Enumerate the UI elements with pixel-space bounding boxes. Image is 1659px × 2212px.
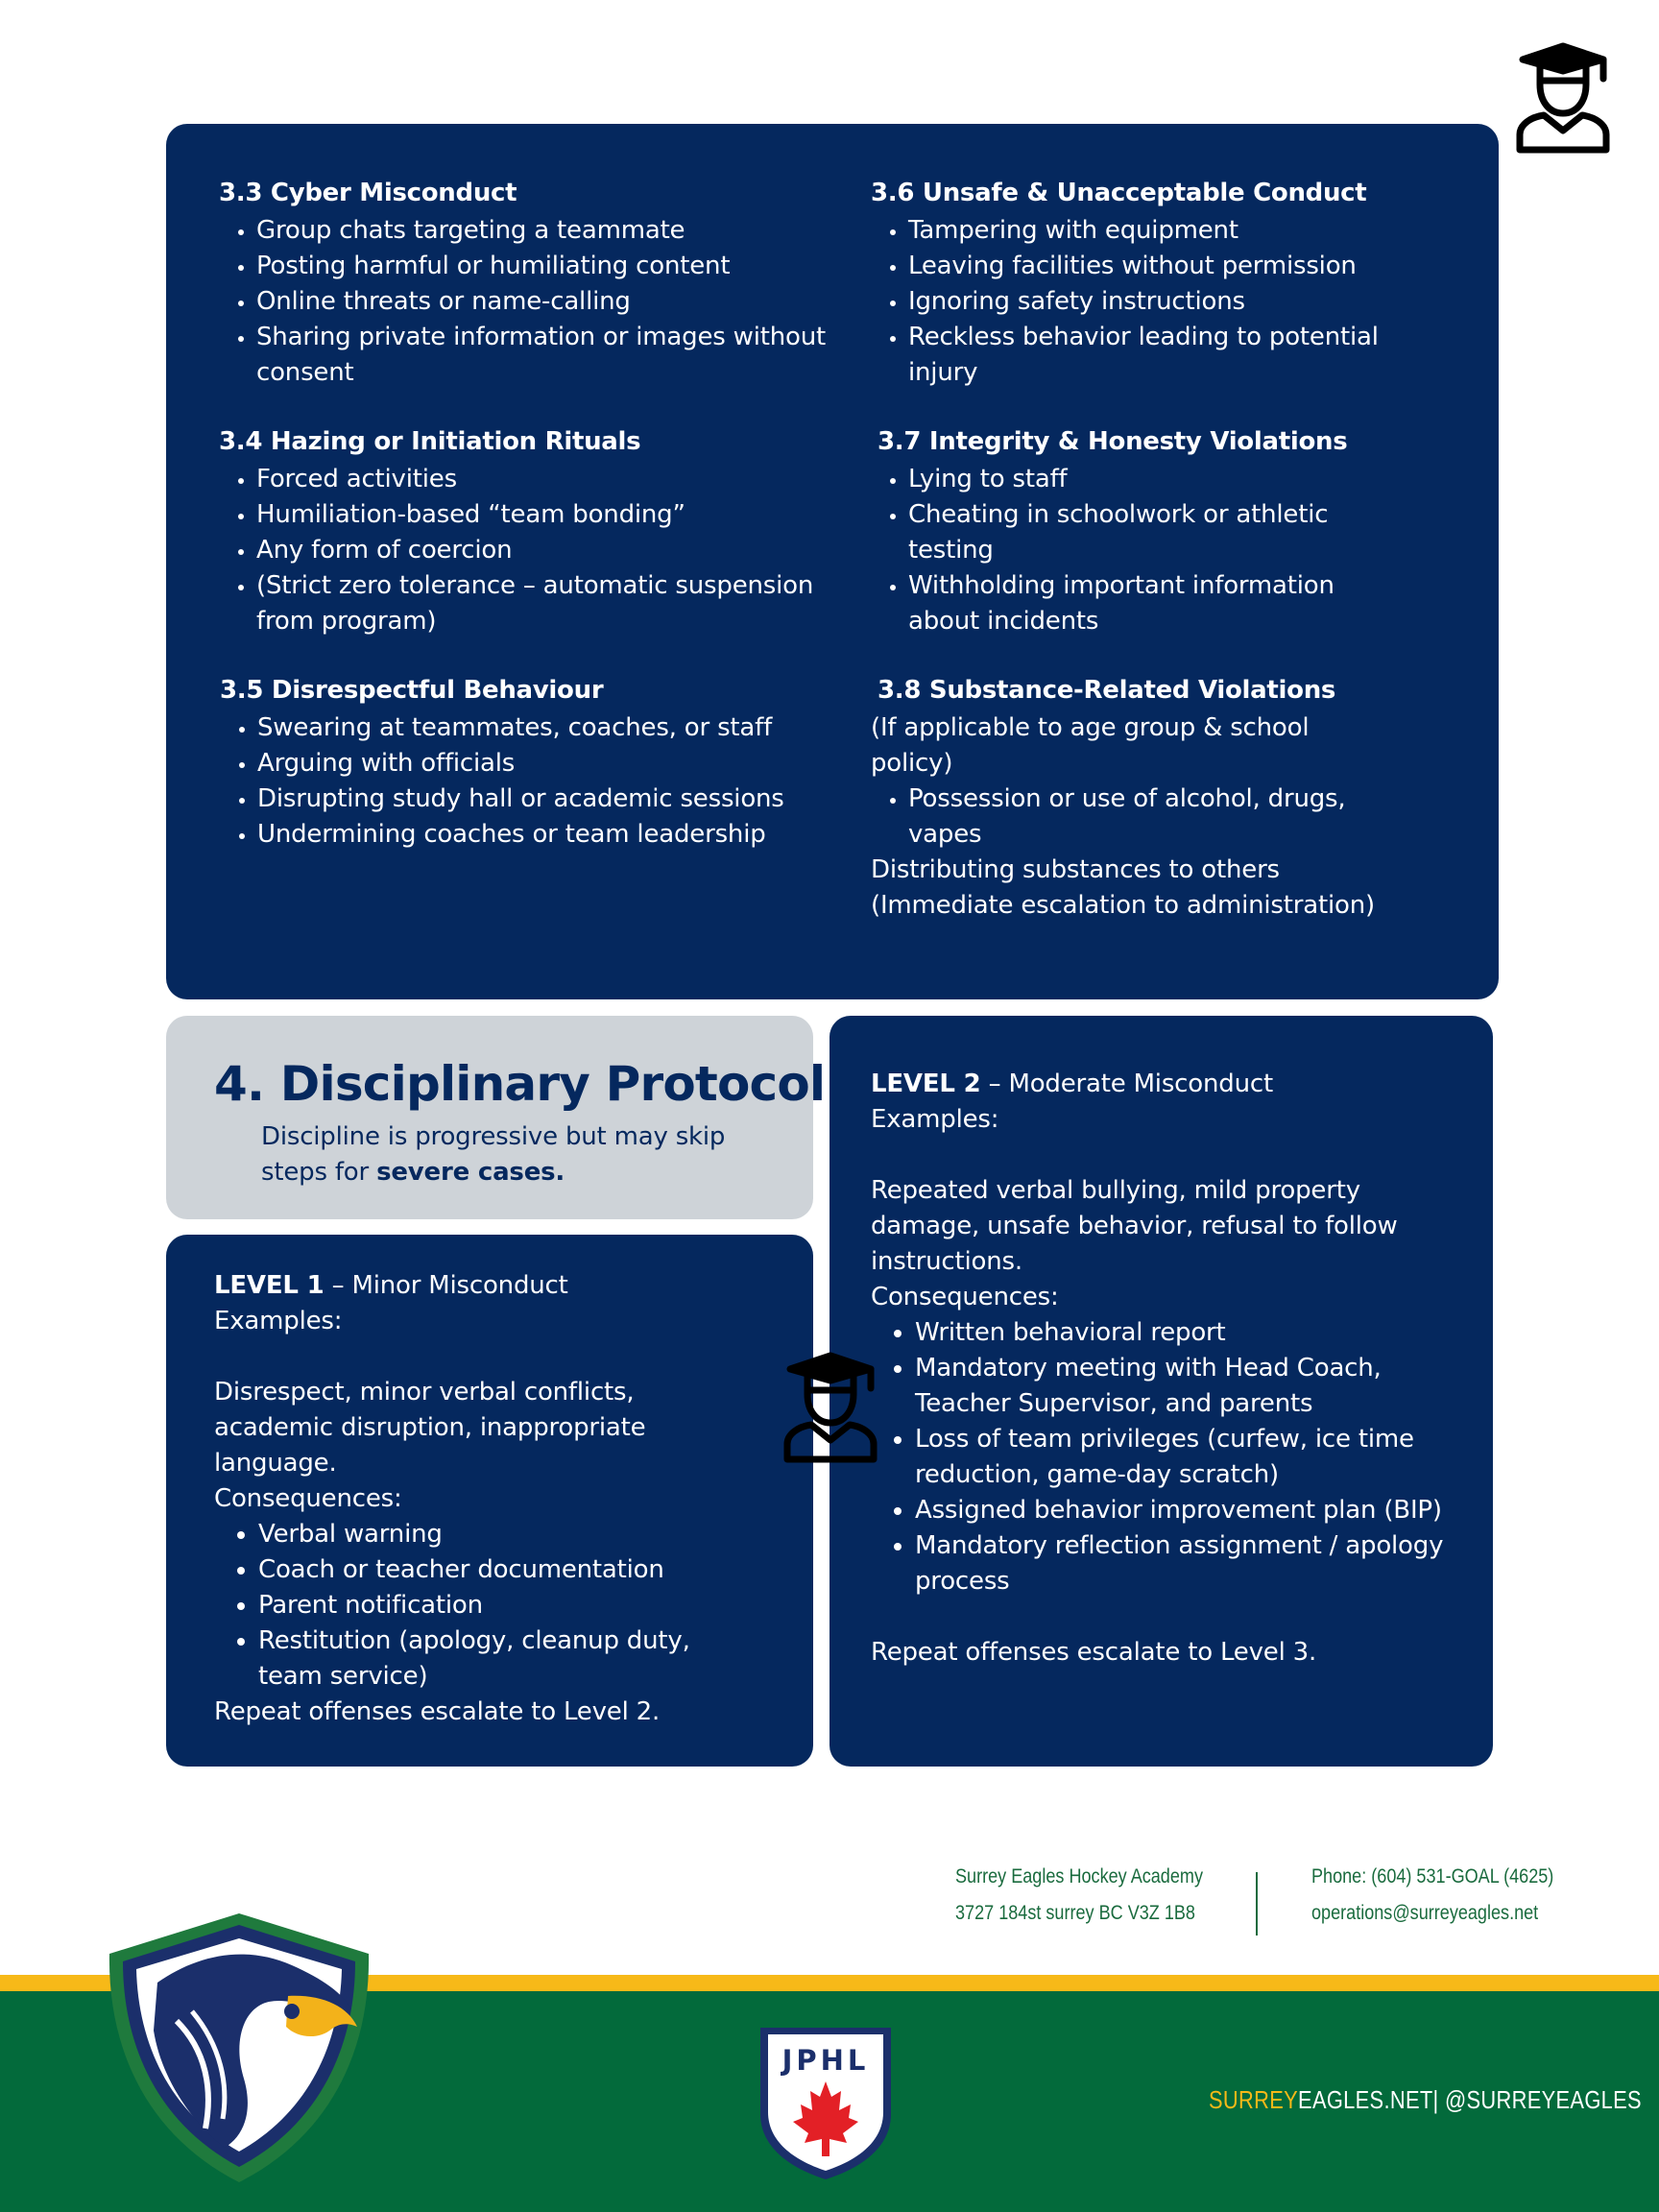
website-handle — [1209, 2085, 1642, 2115]
section-title: 3.4 Hazing or Initiation Rituals — [219, 427, 641, 456]
jphl-logo — [755, 2022, 897, 2183]
org-name: Surrey Eagles Hockey Academy — [955, 1865, 1203, 1887]
consequences-label: Consequences: — [871, 1283, 1059, 1311]
misconduct-panel — [166, 124, 1499, 999]
section-3-8 — [871, 673, 1447, 924]
contact-divider — [1256, 1872, 1258, 1936]
section-list — [871, 781, 1407, 853]
section-3-7 — [878, 424, 1377, 639]
contact-phone-block — [1311, 1859, 1553, 1932]
section-outro: (Immediate escalation to administration) — [871, 891, 1375, 920]
section-intro: (If applicable to age group & school policy) — [871, 713, 1310, 778]
list-item: • Assigned behavior improvement plan (BIP) — [915, 1493, 1447, 1528]
list-item: • Swearing at teammates, coaches, or staff — [257, 710, 834, 746]
protocol-description-text: Discipline is progressive but may skip steps for — [261, 1122, 726, 1187]
escalation-text: Repeat offenses escalate to Level 2. — [214, 1697, 661, 1726]
list-item: • Sharing private information or images without consent — [256, 320, 833, 391]
list-item: • Mandatory reflection assignment / apology process — [915, 1528, 1447, 1599]
level-heading — [214, 1268, 752, 1304]
list-item: • Restitution (apology, cleanup duty, team service) — [258, 1623, 719, 1695]
list-item: • Ignoring safety instructions — [908, 284, 1447, 320]
list-item: • Undermining coaches or team leadership — [257, 817, 834, 853]
list-item: • Written behavioral report — [915, 1315, 1447, 1351]
website-part-yellow[interactable]: SURREY — [1209, 2085, 1299, 2114]
page-title: 4. Disciplinary Protocol — [214, 1056, 826, 1112]
contact-address-block — [955, 1859, 1203, 1932]
section-3-6 — [871, 176, 1447, 391]
level-label: LEVEL 1 — [214, 1271, 325, 1300]
list-item: • Leaving facilities without permission — [908, 249, 1447, 284]
list-item: • Coach or teacher documentation — [258, 1552, 752, 1588]
level-1-panel — [166, 1235, 813, 1767]
list-item: • Group chats targeting a teammate — [256, 213, 833, 249]
section-title: 3.8 Substance-Related Violations — [878, 676, 1336, 705]
section-list — [871, 213, 1447, 391]
level-label: LEVEL 2 — [871, 1070, 981, 1098]
level-heading — [871, 1067, 1447, 1102]
list-item: • Parent notification — [258, 1588, 752, 1623]
examples-label: Examples: — [214, 1307, 343, 1335]
section-title: 3.3 Cyber Misconduct — [219, 179, 517, 207]
section-title: 3.7 Integrity & Honesty Violations — [878, 427, 1348, 456]
level-1-content — [214, 1268, 752, 1730]
section-3-3 — [219, 176, 833, 391]
list-item: • Tampering with equipment — [908, 213, 1447, 249]
list-item: • Arguing with officials — [257, 746, 834, 781]
section-title: 3.5 Disrespectful Behaviour — [220, 676, 604, 705]
section-outro: Distributing substances to others — [871, 855, 1280, 884]
list-item: • Reckless behavior leading to potential injury — [908, 320, 1447, 391]
list-item: • Any form of coercion — [256, 533, 833, 568]
protocol-title-panel — [166, 1016, 826, 1219]
examples-text: Repeated verbal bullying, mild property damage, unsafe behavior, refusal to follow instructions. — [871, 1176, 1398, 1276]
level-name: – Moderate Misconduct — [980, 1070, 1273, 1098]
list-item: • Loss of team privileges (curfew, ice time reduction, game-day scratch) — [915, 1422, 1447, 1493]
list-item: • Possession or use of alcohol, drugs, vapes — [908, 781, 1407, 853]
list-item: • Posting harmful or humiliating content — [256, 249, 833, 284]
list-item: • Cheating in schoolwork or athletic testing — [908, 497, 1377, 568]
list-item: • Withholding important information about incidents — [908, 568, 1377, 639]
website-part-white[interactable]: EAGLES.NET — [1298, 2085, 1433, 2114]
examples-text: Disrespect, minor verbal conflicts, academic disruption, inappropriate language. — [214, 1378, 646, 1478]
escalation-text: Repeat offenses escalate to Level 3. — [871, 1638, 1317, 1667]
list-item: • Forced activities — [256, 462, 833, 497]
section-list — [878, 462, 1377, 639]
level-2-content — [871, 1067, 1447, 1671]
list-item: • Humiliation-based “team bonding” — [256, 497, 833, 533]
level-name: – Minor Misconduct — [324, 1271, 568, 1300]
org-address: 3727 184st surrey BC V3Z 1B8 — [955, 1902, 1195, 1924]
graduate-avatar-icon — [782, 1352, 878, 1463]
consequences-label: Consequences: — [214, 1484, 402, 1513]
list-item: • Disrupting study hall or academic sessions — [257, 781, 834, 817]
level-2-panel — [830, 1016, 1493, 1767]
section-list — [220, 710, 834, 853]
eagle-logo — [100, 1906, 378, 2186]
list-item: • (Strict zero tolerance – automatic suspension from program) — [256, 568, 833, 639]
protocol-description-bold: severe cases. — [376, 1158, 565, 1187]
examples-label: Examples: — [871, 1105, 999, 1134]
section-list — [219, 213, 833, 391]
section-list — [219, 462, 833, 639]
jphl-logo-text: JPHL — [781, 2044, 870, 2077]
consequences-list — [871, 1315, 1447, 1599]
graduate-avatar-icon — [1515, 42, 1611, 154]
protocol-description — [261, 1119, 780, 1190]
section-title: 3.6 Unsafe & Unacceptable Conduct — [871, 179, 1367, 207]
section-3-5 — [220, 673, 834, 853]
list-item: • Online threats or name-calling — [256, 284, 833, 320]
list-item: • Mandatory meeting with Head Coach, Teacher Supervisor, and parents — [915, 1351, 1447, 1422]
website-separator: | — [1432, 2085, 1439, 2114]
list-item: • Verbal warning — [258, 1517, 752, 1552]
social-handle[interactable]: @SURREYEAGLES — [1438, 2085, 1642, 2114]
phone-number: Phone: (604) 531-GOAL (4625) — [1311, 1865, 1554, 1887]
section-3-4 — [219, 424, 833, 639]
email-link[interactable]: operations@surreyeagles.net — [1311, 1902, 1539, 1924]
consequences-list — [214, 1517, 752, 1695]
list-item: • Lying to staff — [908, 462, 1377, 497]
